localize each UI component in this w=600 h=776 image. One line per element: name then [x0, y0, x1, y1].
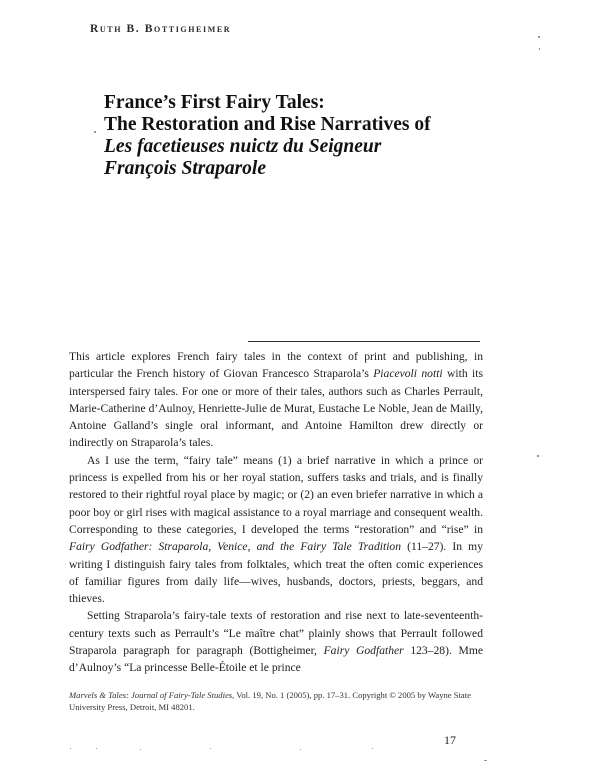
- page-number: 17: [444, 733, 456, 747]
- scan-speck: [94, 131, 96, 133]
- text-run: with its interspersed fairy tales. For one or more of their tales, authors such as Charles Perrault, Marie-Catherine d’Aulnoy, Henriette-Julie de Murat, Eustache Le Noble, Jean de Mailly, Antoine Galland’s single oral informant, and Antoine Hamilton drew directly or indirectly on Straparola’s tales.: [69, 367, 483, 450]
- citation-footnote: [69, 690, 483, 713]
- title-line-2: The Restoration and Rise Narratives of: [104, 114, 431, 135]
- text-run: (11–27). In my writing I distinguish fairy tales from folktales, which treat the often comic experiences of familiar figures from daily life—wives, husbands, doctors, priests, beggars, and thieves.: [69, 540, 483, 606]
- italic-title-run: Fairy Godfather: Straparola, Venice, and the Fairy Tale Tradition: [69, 540, 402, 554]
- running-head: Ruth B. Bottigheimer: [90, 23, 232, 35]
- text-run: 123–28). Mme d’Aulnoy’s “La princesse Belle-Étoile et le prince: [69, 644, 483, 675]
- article-body: [69, 348, 483, 677]
- title-line-3: Les facetieuses nuictz du Seigneur: [104, 136, 382, 157]
- scan-speck: [210, 748, 211, 749]
- abstract-rule: [248, 341, 480, 342]
- scan-speck: [300, 749, 301, 750]
- journal-name: Marvels & Tales: Journal of Fairy-Tale Studies: [69, 690, 233, 700]
- scan-speck: [537, 455, 539, 457]
- body-paragraph-definition: [69, 452, 483, 608]
- text-run: This article explores French fairy tales in the context of print and publishing, in particular the French history of Giovan Francesco Straparola’s: [69, 350, 483, 381]
- title-line-1: France’s First Fairy Tales:: [104, 92, 325, 113]
- journal-details: , Vol. 19, No. 1 (2005), pp. 17–31. Copyright © 2005 by Wayne State University Press, Detroit, MI 48201.: [69, 690, 471, 712]
- italic-title-run: Fairy Godfather: [323, 644, 404, 658]
- article-title: [104, 92, 524, 180]
- title-line-4: François Straparole: [104, 158, 266, 179]
- scan-speck: [140, 749, 141, 750]
- scan-speck: [96, 748, 97, 749]
- scan-speck: [484, 760, 487, 761]
- scan-speck: [372, 748, 373, 749]
- text-run: Setting Straparola’s fairy-tale texts of restoration and rise next to late-seventeenth-century texts such as Perrault’s “Le maître chat” plainly shows that Perrault followed Straparola paragraph for paragraph (Bottigheimer,: [69, 609, 483, 658]
- italic-title-run: Piacevoli notti: [373, 367, 443, 381]
- abstract-paragraph: [69, 348, 483, 452]
- text-run: As I use the term, “fairy tale” means (1) a brief narrative in which a prince or princess is expelled from his or her royal station, suffers tasks and trials, and is finally restored to their rightful royal place by magic; or (2) an even briefer narrative in which a poor boy or girl rises with magical assistance to a royal marriage and consequent wealth. Corresponding to these categories, I developed the terms “restoration” and “rise” in: [69, 453, 483, 536]
- scan-speck: [539, 48, 540, 50]
- scan-speck: [70, 748, 71, 749]
- body-paragraph-setting: [69, 607, 483, 676]
- scan-speck: [538, 36, 540, 38]
